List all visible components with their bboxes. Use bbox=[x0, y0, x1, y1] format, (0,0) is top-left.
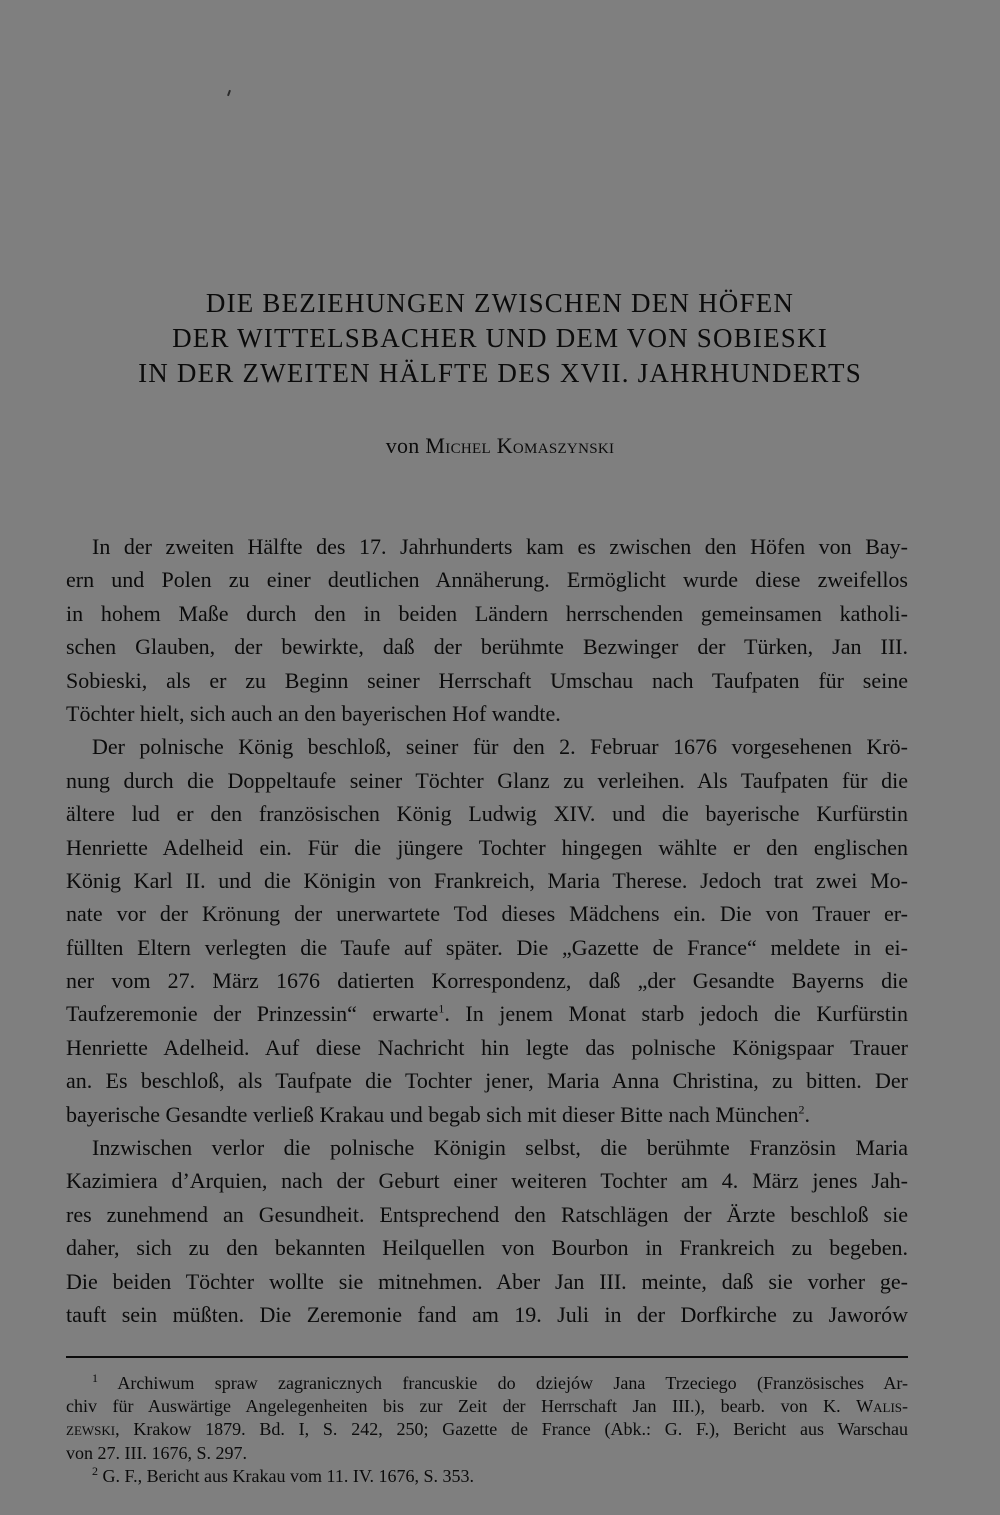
title-line: DIE BEZIEHUNGEN ZWISCHEN DEN HÖFEN bbox=[205, 288, 795, 318]
body-line: Die beiden Töchter wollte sie mitnehmen. Aber Jan III. meinte, daß sie vorher ge- bbox=[66, 1268, 908, 1294]
body-line: ern und Polen zu einer deutlichen Annäherung. Ermöglicht wurde diese zweifellos bbox=[66, 567, 908, 593]
author-byline bbox=[60, 433, 940, 459]
article-body bbox=[66, 530, 908, 1331]
body-text-run: Taufzeremonie der Prinzessin“ erwarte bbox=[66, 1001, 439, 1027]
footnote-2-line bbox=[66, 1465, 908, 1488]
body-text-run: . bbox=[804, 1101, 810, 1127]
body-line: Kazimiera d’Arquien, nach der Geburt einer weiteren Tochter am 4. März jenes Jah- bbox=[66, 1168, 908, 1194]
body-line: Inzwischen verlor die polnische Königin selbst, die berühmte Französin Maria bbox=[92, 1135, 908, 1161]
footnotes bbox=[66, 1372, 908, 1488]
body-line: In der zweiten Hälfte des 17. Jahrhunderts kam es zwischen den Höfen von Bay- bbox=[92, 534, 908, 559]
footnote-1-line bbox=[66, 1395, 908, 1418]
body-line: König Karl II. und die Königin von Frankreich, Maria Therese. Jedoch trat zwei Mo- bbox=[66, 867, 908, 893]
footnote-separator bbox=[66, 1356, 908, 1358]
body-line: ältere lud er den französischen König Ludwig XIV. und die bayerische Kurfürstin bbox=[66, 801, 908, 827]
body-line: Sobieski, als er zu Beginn seiner Herrschaft Umschau nach Taufpaten für seine bbox=[66, 667, 908, 693]
footnote-ref-1[interactable]: 1 bbox=[438, 1002, 445, 1017]
body-line: nate vor der Krönung der unerwartete Tod dieses Mädchens ein. Die von Trauer er- bbox=[66, 901, 908, 927]
footnote-text: , Krakow 1879. Bd. I, S. 242, 250; Gazette de France (Abk.: G. F.), Bericht aus Warschau bbox=[115, 1419, 908, 1440]
body-line: an. Es beschloß, als Taufpate die Tochter jener, Maria Anna Christina, zu bitten. Der bbox=[66, 1068, 908, 1094]
footnote-mark-1: 1 bbox=[92, 1371, 98, 1385]
body-line: Henriette Adelheid. Auf diese Nachricht hin legte das polnische Königspaar Trauer bbox=[66, 1034, 908, 1060]
body-line: füllten Eltern verlegten die Taufe auf später. Die „Gazette de France“ meldete in ei- bbox=[66, 934, 908, 960]
footnote-text: G. F., Bericht aus Krakau vom 11. IV. 1676, S. 353. bbox=[102, 1465, 475, 1486]
footnote-ref-2[interactable]: 2 bbox=[798, 1102, 805, 1117]
title-line: IN DER ZWEITEN HÄLFTE DES XVII. JAHRHUNDERTS bbox=[138, 358, 862, 388]
footnote-author-name: Walis- bbox=[856, 1396, 908, 1417]
author-name: Michel Komaszynski bbox=[425, 433, 615, 458]
body-text-run: bayerische Gesandte verließ Krakau und begab sich mit dieser Bitte nach München bbox=[66, 1101, 799, 1127]
body-line: daher, sich zu den bekannten Heilquellen von Bourbon in Frankreich zu begeben. bbox=[66, 1235, 908, 1261]
footnote-1-line bbox=[66, 1372, 908, 1395]
body-line bbox=[66, 997, 908, 1030]
footnote-1-line bbox=[66, 1418, 908, 1441]
body-line: in hohem Maße durch den in beiden Ländern herrschenden gemeinsamen katholi- bbox=[66, 600, 908, 626]
body-line: tauft sein müßten. Die Zeremonie fand am 19. Juli in der Dorfkirche zu Jaworów bbox=[66, 1301, 908, 1327]
body-text-run: . In jenem Monat starb jedoch die Kurfürstin bbox=[444, 1001, 908, 1027]
body-line bbox=[66, 1098, 908, 1131]
footnote-text: chiv für Auswärtige Angelegenheiten bis zur Zeit der Herrschaft Jan III.), bearb. von K. bbox=[66, 1396, 857, 1417]
body-line: Töchter hielt, sich auch an den bayerischen Hof wandte. bbox=[66, 700, 561, 726]
body-line: ner vom 27. März 1676 datierten Korrespondenz, daß „der Gesandte Bayerns die bbox=[66, 968, 908, 994]
footnote-mark-2: 2 bbox=[92, 1463, 98, 1478]
body-line: nung durch die Doppeltaufe seiner Töchter Glanz zu verleihen. Als Taufpaten für die bbox=[66, 767, 908, 793]
author-prefix: von bbox=[385, 433, 420, 458]
body-line: Der polnische König beschloß, seiner für den 2. Februar 1676 vorgesehenen Krö- bbox=[92, 734, 908, 760]
footnote-author-name: zewski bbox=[66, 1419, 116, 1440]
article-title bbox=[60, 286, 940, 391]
footnote-1-line: von 27. III. 1676, S. 297. bbox=[66, 1442, 247, 1463]
scan-speck bbox=[227, 90, 231, 96]
footnote-text: Archiwum spraw zagranicznych francuskie do dziejów Jana Trzeciego (Französisches Ar- bbox=[117, 1373, 909, 1393]
body-line: res zunehmend an Gesundheit. Entsprechend den Ratschlägen der Ärzte beschloß sie bbox=[66, 1201, 908, 1227]
body-line: Henriette Adelheid ein. Für die jüngere Tochter hingegen wählte er den englischen bbox=[66, 834, 908, 860]
title-line: DER WITTELSBACHER UND DEM VON SOBIESKI bbox=[172, 323, 828, 353]
body-line: schen Glauben, der bewirkte, daß der berühmte Bezwinger der Türken, Jan III. bbox=[66, 634, 908, 660]
